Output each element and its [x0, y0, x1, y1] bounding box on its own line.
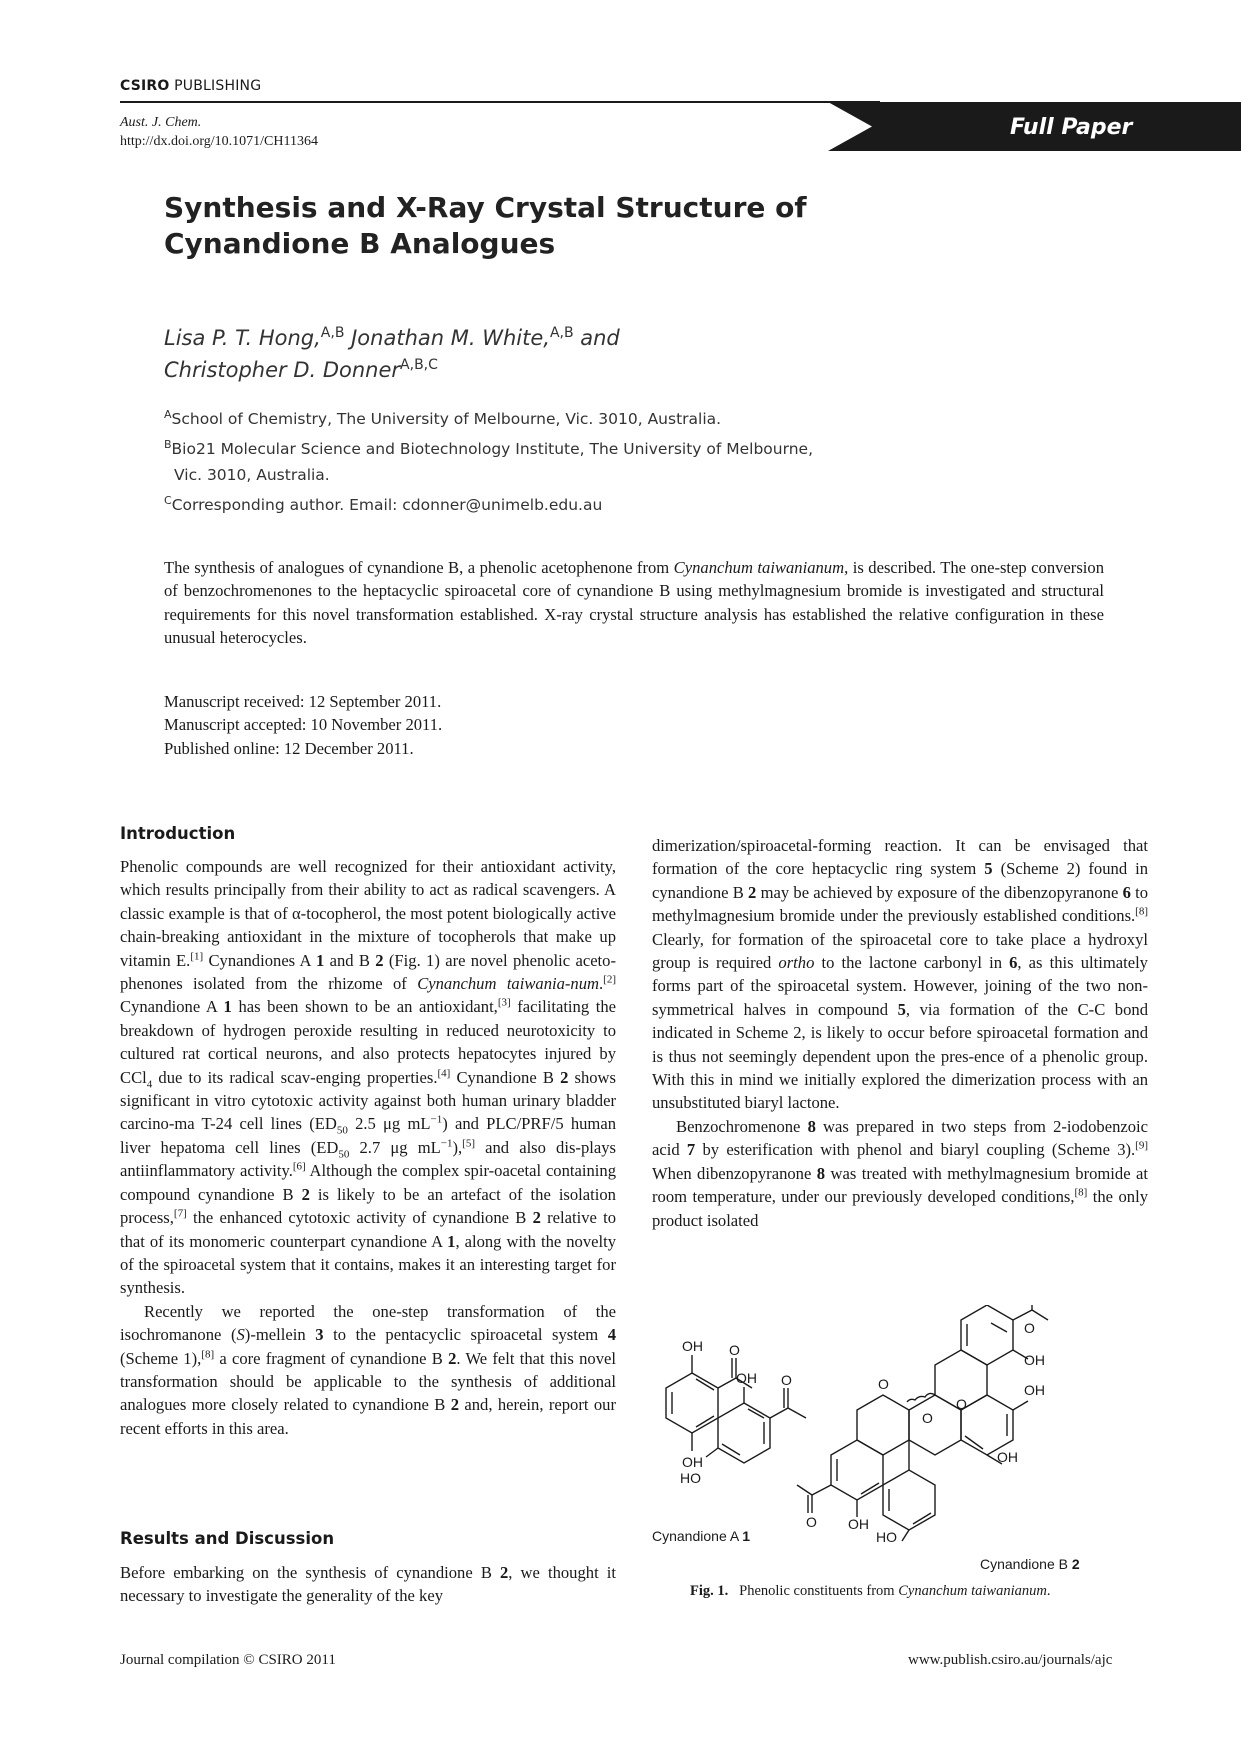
label-o: O	[806, 1514, 817, 1530]
label-ho: HO	[680, 1470, 701, 1486]
affiliation-b: $^B$Bio21 Molecular Science and Biotechnology Institute, The University of Melbourne,	[164, 438, 813, 459]
label-o: O	[729, 1342, 740, 1358]
label-oh: OH	[1024, 1352, 1045, 1368]
paragraph: Recently we reported the one-step transformation of the isochromanone (S)-mellein 3 to the pentacyclic spiroacetal system 4 (Scheme 1),[8] a core fragment of cynandione B 2. We felt that this novel transformation should be applicable to the synthesis of additional analogues more closely related to cynandione B 2 and, herein, report our recent efforts in this area.	[120, 1301, 616, 1438]
section-heading-results: Results and Discussion	[120, 1529, 335, 1548]
corresponding-author: $^C$Corresponding author. Email: cdonner@unimelb.edu.au	[164, 494, 603, 515]
journal-name: Aust. J. Chem.	[120, 115, 202, 130]
compound-label-cynandione-a: Cynandione A 1	[652, 1528, 751, 1544]
label-oh: OH	[848, 1516, 869, 1532]
label-o: O	[781, 1372, 792, 1388]
section-heading-introduction: Introduction	[120, 824, 236, 843]
paragraph: Phenolic compounds are well recognized for their antioxidant activity, which results principally from their ability to act as radical scavengers. A classic example is that of α-tocopherol, the most potent biologically active chain-breaking antioxidant in the mixture of tocopherols that make up vitamin E.[1] Cynandiones A 1 and B 2 (Fig. 1) are novel phenolic aceto-phenones isolated from the rhizome of Cynanchum taiwania-num.[2] Cynandione A 1 has been shown to be an antioxidant,[3] facilitating the breakdown of hydrogen peroxide resulting in reduced neurotoxicity to cultured rat cortical neurons, and also protects hepatocytes injured by CCl$_4$ due to its radical scav-enging properties.[4] Cynandione B 2 shows significant in vitro cytotoxic activity against both human urinary bladder carcino-ma T-24 cell lines ($ED_{50}$ 2.5 μg $mL^{-1}$) and PLC/PRF/5 human liver hepatoma cell lines ($ED_{50}$ 2.7 μg $mL^{-1}),[5]$ and also dis-plays antiinflammatory activity.[6] Although the complex spir-oacetal containing compound cynandione B 2 is likely to be an artefact of the isolation process,[7] the enhanced cytotoxic activity of cynandione B 2 relative to that of its monomeric counterpart cynandione A 1, along with the novelty of the spiroacetal system that it contains, makes it an interesting target for synthesis.	[120, 857, 617, 1298]
introduction-text	[120, 855, 616, 1440]
header-rule	[120, 101, 880, 103]
label-oh: OH	[682, 1338, 703, 1354]
article-type-label: Full Paper	[1010, 115, 1133, 140]
label-oh: OH	[736, 1370, 757, 1386]
affiliation-a: $^A$School of Chemistry, The University of Melbourne, Vic. 3010, Australia.	[164, 408, 722, 429]
affiliations: $^A$School of Chemistry, The University of Melbourne, Vic. 3010, Australia. $^B$Bio21 Molecular Science and Biotechnology Institute, The University of Melbourne, Vic. 3010, Australia. $^C$Corresponding author. Email: cdonner@unimelb.edu.au	[164, 402, 984, 518]
label-oh: OH	[997, 1449, 1018, 1465]
label-oh: OH	[1024, 1382, 1045, 1398]
results-text	[120, 1561, 616, 1608]
right-column-text	[652, 834, 1148, 1232]
author-list: Lisa P. T. Hong,$^{A,B}$ Jonathan M. White,$^{A,B}$ and Christopher D. Donner$^{A,B,C}$	[164, 325, 620, 382]
doi-link[interactable]: http://dx.doi.org/10.1071/CH11364	[120, 134, 318, 149]
label-ho: HO	[876, 1529, 897, 1545]
footer-url[interactable]: www.publish.csiro.au/journals/ajc	[908, 1652, 1113, 1668]
label-o: O	[1024, 1320, 1035, 1336]
paragraph: Benzochromenone 8 was prepared in two steps from 2-iodobenzoic acid 7 by esterification with phenol and biaryl coupling (Scheme 3).[9] When dibenzopyranone 8 was treated with methylmagnesium bromide at room temperature, under our previously developed conditions,[8] the only product isolated	[652, 1116, 1149, 1230]
label-o: O	[956, 1396, 967, 1412]
label-oh: OH	[682, 1454, 703, 1470]
figure-caption: Fig. 1. Phenolic constituents from Cynanchum taiwanianum.	[690, 1583, 1051, 1599]
publisher-name: CSIRO PUBLISHING	[120, 78, 262, 94]
paragraph: Before embarking on the synthesis of cynandione B 2, we thought it necessary to investigate the generality of the key	[120, 1563, 616, 1606]
manuscript-dates: Manuscript received: 12 September 2011. Manuscript accepted: 10 November 2011. Published online: 12 December 2011.	[164, 692, 443, 758]
label-o: O	[878, 1376, 889, 1392]
figure-1-structures	[652, 1305, 1142, 1545]
compound-label-cynandione-b: Cynandione B 2	[980, 1556, 1080, 1572]
footer-copyright: Journal compilation © CSIRO 2011	[120, 1652, 336, 1668]
abstract: The synthesis of analogues of cynandione B, a phenolic acetophenone from Cynanchum taiwanianum, is described. The one-step conversion of benzochromenones to the heptacyclic spiroacetal core of cynandione B using methylmagnesium bromide is investigated and structural requirements for this novel transformation established. X-ray crystal structure analysis has established the relative configuration in these unusual heterocycles.	[164, 558, 1104, 648]
article-title: Synthesis and X-Ray Crystal Structure of Cynandione B Analogues	[164, 191, 807, 260]
paragraph: dimerization/spiroacetal-forming reaction. It can be envisaged that formation of the core heptacyclic ring system 5 (Scheme 2) found in cynandione B 2 may be achieved by exposure of the dibenzopyranone 6 to methylmagnesium bromide under the previously established conditions.[8] Clearly, for formation of the spiroacetal core to take place a hydroxyl group is required ortho to the lactone carbonyl in 6, as this ultimately forms part of the spiroacetal system. However, joining of the two non-symmetrical halves in compound 5, via formation of the C-C bond indicated in Scheme 2, is likely to occur before spiroacetal formation and is thus not seemingly dependent upon the pres-ence of a phenolic group. With this in mind we initially explored the dimerization process with an unsubstituted biaryl lactone.	[652, 836, 1149, 1113]
journal-info	[120, 113, 318, 151]
label-o: O	[922, 1410, 933, 1426]
